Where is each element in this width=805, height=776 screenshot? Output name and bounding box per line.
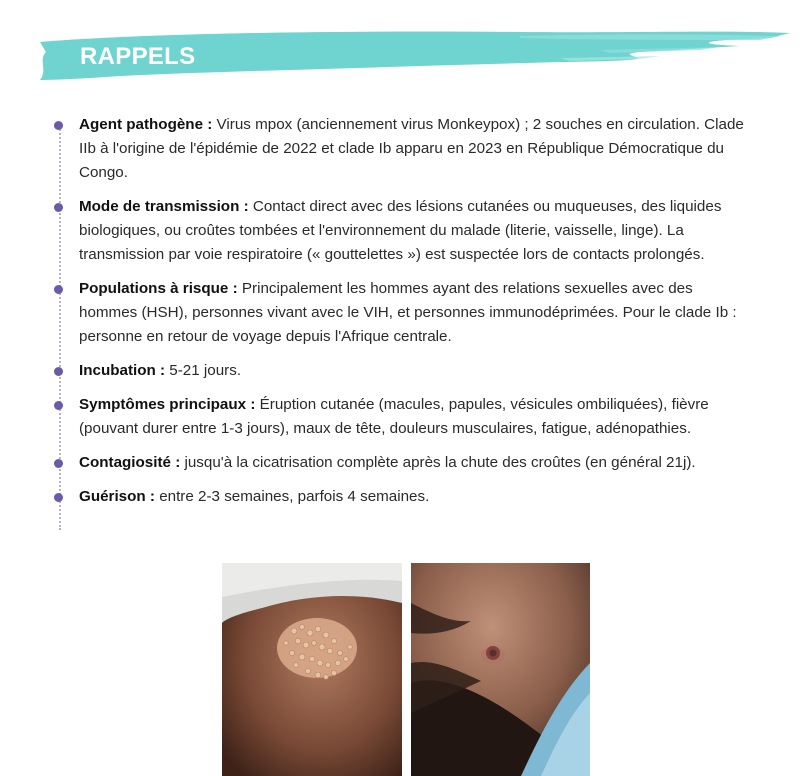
item-label: Mode de transmission : — [79, 198, 249, 215]
photo-facial-lesion — [411, 563, 590, 776]
list-item — [52, 359, 752, 383]
item-text: Éruption cutanée (macules, papules, vésicules ombiliquées), fièvre (pouvant durer entre 1-3 jours), maux de tête, douleurs musculaires, fatigue, adénopathies. — [79, 396, 709, 437]
item-label: Populations à risque : — [79, 280, 238, 297]
list-item — [52, 195, 752, 267]
list-item — [52, 113, 752, 185]
bullet-dot-icon — [54, 493, 63, 502]
list-item — [52, 485, 752, 509]
item-text: Contact direct avec des lésions cutanées ou muqueuses, des liquides biologiques, ou croûtes tombées et l'environnement du malade (literie, vaisselle, linge). La transmission par voie respiratoire (« gouttelettes ») est suspectée lors de contacts prolongés. — [79, 198, 722, 263]
item-text: Principalement les hommes ayant des relations sexuelles avec des hommes (HSH), personnes vivant avec le VIH, et personnes immunodéprimées. Pour le clade Ib : personne en retour de voyage depuis l'Afrique centrale. — [79, 280, 737, 345]
bullet-dot-icon — [54, 459, 63, 468]
list-item — [52, 393, 752, 441]
clinical-photos — [222, 563, 590, 776]
bullet-dot-icon — [54, 367, 63, 376]
item-label: Contagiosité : — [79, 454, 181, 471]
item-text: entre 2-3 semaines, parfois 4 semaines. — [159, 488, 430, 505]
bullet-dot-icon — [54, 401, 63, 410]
bullet-dot-icon — [54, 203, 63, 212]
section-banner — [0, 0, 805, 100]
item-label: Agent pathogène : — [79, 116, 213, 133]
bullet-dot-icon — [54, 285, 63, 294]
item-label: Symptômes principaux : — [79, 396, 256, 413]
list-item — [52, 277, 752, 349]
banner-title: RAPPELS — [80, 43, 196, 70]
list-item — [52, 451, 752, 475]
item-text: Virus mpox (anciennement virus Monkeypox) ; 2 souches en circulation. Clade IIb à l'origine de l'épidémie de 2022 et clade Ib apparu en 2023 en République Démocratique du Congo. — [79, 116, 744, 181]
item-text: 5-21 jours. — [169, 362, 242, 379]
item-text: jusqu'à la cicatrisation complète après la chute des croûtes (en général 21j). — [184, 454, 696, 471]
photo-skin-lesions — [222, 563, 402, 776]
recall-list — [52, 113, 752, 519]
item-label: Incubation : — [79, 362, 166, 379]
item-label: Guérison : — [79, 488, 155, 505]
bullet-dot-icon — [54, 121, 63, 130]
